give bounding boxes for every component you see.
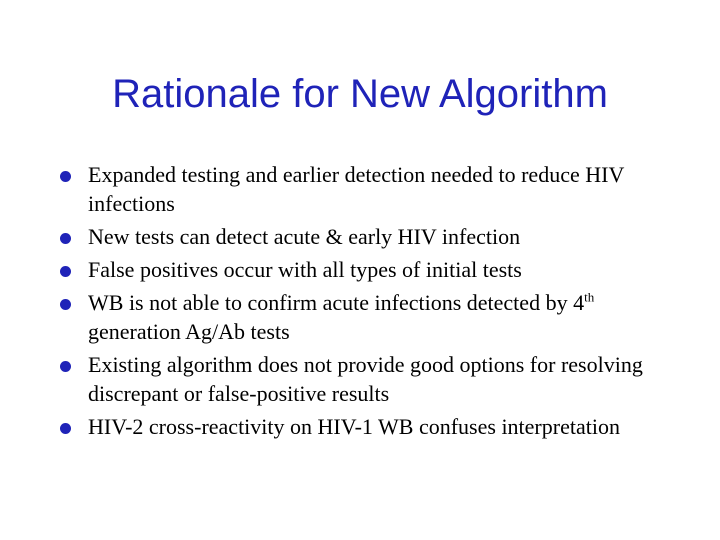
bullet-text: New tests can detect acute & early HIV infection [88, 224, 521, 249]
list-item [60, 255, 680, 284]
bullet-text: False positives occur with all types of initial tests [88, 257, 522, 282]
list-item [60, 222, 680, 251]
list-item [60, 350, 680, 408]
bullet-list [60, 160, 680, 445]
bullet-text-part: WB is not able to confirm acute infections detected by 4 [88, 290, 585, 315]
bullet-dot-icon [60, 423, 71, 434]
bullet-dot-icon [60, 299, 71, 310]
list-item [60, 160, 680, 218]
bullet-dot-icon [60, 171, 71, 182]
bullet-text-part: generation Ag/Ab tests [88, 319, 290, 344]
list-item [60, 412, 680, 441]
superscript-text: th [584, 289, 595, 305]
bullet-dot-icon [60, 361, 71, 372]
bullet-dot-icon [60, 233, 71, 244]
bullet-text [88, 290, 594, 344]
bullet-text: Existing algorithm does not provide good options for resolving discrepant or false-positive results [88, 352, 643, 406]
bullet-text: Expanded testing and earlier detection needed to reduce HIV infections [88, 162, 624, 216]
bullet-dot-icon [60, 266, 71, 277]
list-item [60, 288, 680, 346]
bullet-text: HIV-2 cross-reactivity on HIV-1 WB confuses interpretation [88, 414, 620, 439]
slide-title: Rationale for New Algorithm [112, 72, 608, 116]
